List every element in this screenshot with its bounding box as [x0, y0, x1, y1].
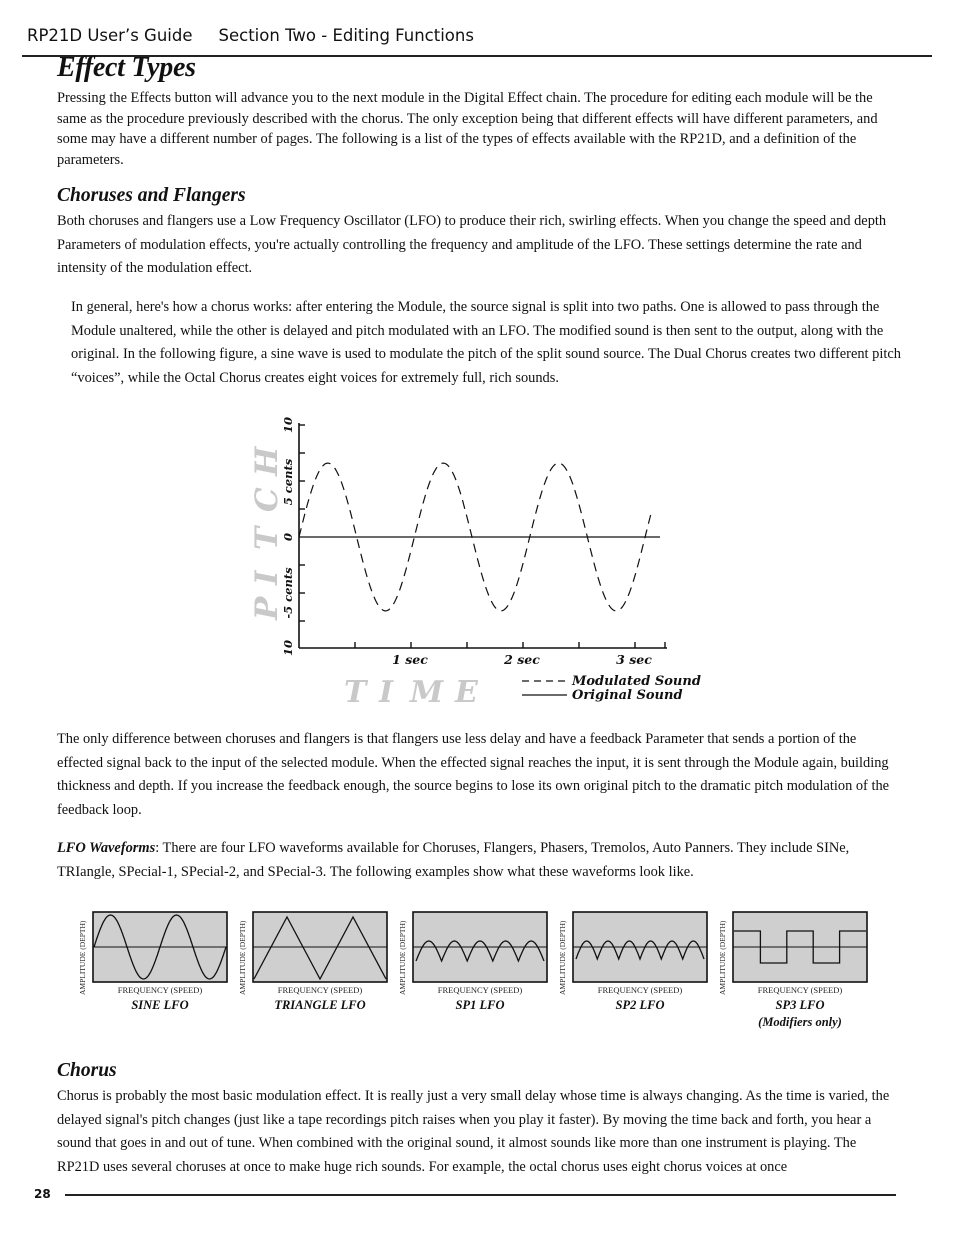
footer-rule: [65, 1194, 896, 1196]
time-letter: E: [455, 675, 478, 710]
x-tick-label: 1 sec: [392, 652, 428, 667]
x-tick-labels: [392, 652, 652, 667]
amplitude-label: AMPLITUDE (DEPTH): [238, 920, 247, 995]
choruses-flangers-heading: Choruses and Flangers: [57, 185, 246, 206]
x-tick-label: 3 sec: [616, 652, 652, 667]
running-header: [27, 26, 474, 45]
lfo-note: (Modifiers only): [758, 1015, 842, 1029]
y-tick-label: -5 cents: [281, 567, 295, 619]
legend-original: Original Sound: [572, 688, 683, 703]
chorus-paragraph: Chorus is probably the most basic modulation effect. It is really just a very small delay whose time is always changing. As the time is varied, the delayed signal's pitch changes (just like a tape recordings pitch raises when you play it faster). By moving the time back and forth, you hear a sound that goes in and out of tune. When combined with the original sound, it almost sounds like more than one instrument is playing. The RP21D uses several choruses at once to make huge rich sounds. For example, the octal chorus uses eight chorus voices at once: [57, 1088, 890, 1175]
lfo-name: SP3 LFO: [775, 998, 825, 1012]
pitch-letter: H: [249, 446, 285, 476]
amplitude-label: AMPLITUDE (DEPTH): [398, 920, 407, 995]
lfo-sp3: [720, 905, 880, 1035]
lfo-sp1: [400, 905, 560, 1035]
frequency-label: FREQUENCY (SPEED): [277, 985, 363, 995]
amplitude-label: AMPLITUDE (DEPTH): [558, 920, 567, 995]
choruses-paragraph-1: Both choruses and flangers use a Low Frequency Oscillator (LFO) to produce their rich, swirling effects. When you change the speed and depth Parameters of modulation effects, you're actually controlling the frequency and amplitude of the LFO. These settings determine the rate and intensity of the modulation effect.: [57, 213, 887, 276]
section-title: Section Two - Editing Functions: [218, 26, 474, 45]
frequency-label: FREQUENCY (SPEED): [437, 985, 523, 995]
amplitude-label: AMPLITUDE (DEPTH): [718, 920, 727, 995]
frequency-label: FREQUENCY (SPEED): [117, 985, 203, 995]
sp2-lfo-graph: [560, 905, 720, 985]
lfo-name: TRIANGLE LFO: [274, 998, 366, 1012]
lfo-triangle: [240, 905, 400, 1035]
sine-lfo-graph: [80, 905, 240, 985]
lfo-name: SINE LFO: [131, 998, 189, 1012]
guide-title: RP21D User’s Guide: [27, 26, 193, 45]
triangle-lfo-graph: [240, 905, 400, 985]
lfo-waveforms-label: LFO Waveforms: [57, 840, 156, 856]
choruses-paragraph-2: In general, here's how a chorus works: after entering the Module, the source signal is split into two paths. One is allowed to pass through the Module unaltered, while the other is delayed and pitch modulated with an LFO. The modified sound is then sent to the output, along with the original. In the following figure, a sine wave is used to modulate the pitch of the split sound source. The Dual Chorus creates two different pitch “voices”, while the Octal Chorus creates eight voices for extremely full, rich sounds.: [71, 299, 901, 386]
pitch-letter: C: [249, 487, 285, 512]
frequency-label: FREQUENCY (SPEED): [597, 985, 683, 995]
time-letter: M: [410, 675, 444, 710]
y-tick-label: 10: [281, 639, 295, 657]
time-letter: T: [344, 675, 367, 710]
y-ticks: [299, 425, 305, 621]
pitch-letter: T: [249, 526, 285, 550]
pitch-letter: I: [249, 570, 285, 585]
sp3-lfo-graph: [720, 905, 880, 985]
time-letter: I: [379, 675, 394, 710]
chart-legend: [522, 674, 701, 703]
lfo-name: SP1 LFO: [455, 998, 505, 1012]
lfo-name: SP2 LFO: [615, 998, 665, 1012]
sp1-lfo-graph: [400, 905, 560, 985]
x-tick-label: 2 sec: [504, 652, 540, 667]
pitch-letter: P: [249, 596, 285, 620]
page-title: Effect Types: [57, 52, 196, 83]
lfo-sine: [80, 905, 240, 1035]
y-tick-label: 5 cents: [281, 458, 295, 506]
frequency-label: FREQUENCY (SPEED): [757, 985, 843, 995]
pitch-chart-svg: [240, 410, 710, 710]
page-number: 28: [34, 1187, 51, 1201]
pitch-letters: [249, 445, 285, 621]
lfo-sp2: [560, 905, 720, 1035]
y-tick-label: 10: [281, 416, 295, 434]
y-tick-label: 0: [281, 532, 295, 542]
time-letters: [344, 675, 479, 710]
pitch-time-chart: [240, 410, 710, 710]
lfo-waveforms-paragraph: [57, 837, 899, 884]
x-ticks: [355, 642, 665, 648]
legend-modulated: Modulated Sound: [572, 674, 701, 689]
chorus-heading: Chorus: [57, 1060, 117, 1081]
lfo-waveforms-text: : There are four LFO waveforms available for Choruses, Flangers, Phasers, Tremolos, Auto Panners. They include SINe, TRIangle, SPecial-1, SPecial-2, and SPecial-3. The following examples show what these waveforms look like.: [57, 840, 850, 880]
intro-paragraph: Pressing the Effects button will advance you to the next module in the Digital Effect chain. The procedure for editing each module will be the same as the procedure previously described with the chorus. The only exception being that different effects will have different parameters, and some may have a different number of pages. The following is a list of the types of effects available with the RP21D, and a definition of the parameters.: [57, 90, 878, 168]
amplitude-label: AMPLITUDE (DEPTH): [78, 920, 87, 995]
axes: [299, 423, 667, 648]
flanger-difference-paragraph: The only difference between choruses and flangers is that flangers use less delay and have a feedback Parameter that sends a portion of the effected signal back to the input of the selected module. When the effected signal reaches the input, it is sent through the Module again, building thickness and depth. If you increase the feedback enough, the source begins to lose its own original pitch to the dramatic pitch modulation of the feedback loop.: [57, 731, 890, 818]
